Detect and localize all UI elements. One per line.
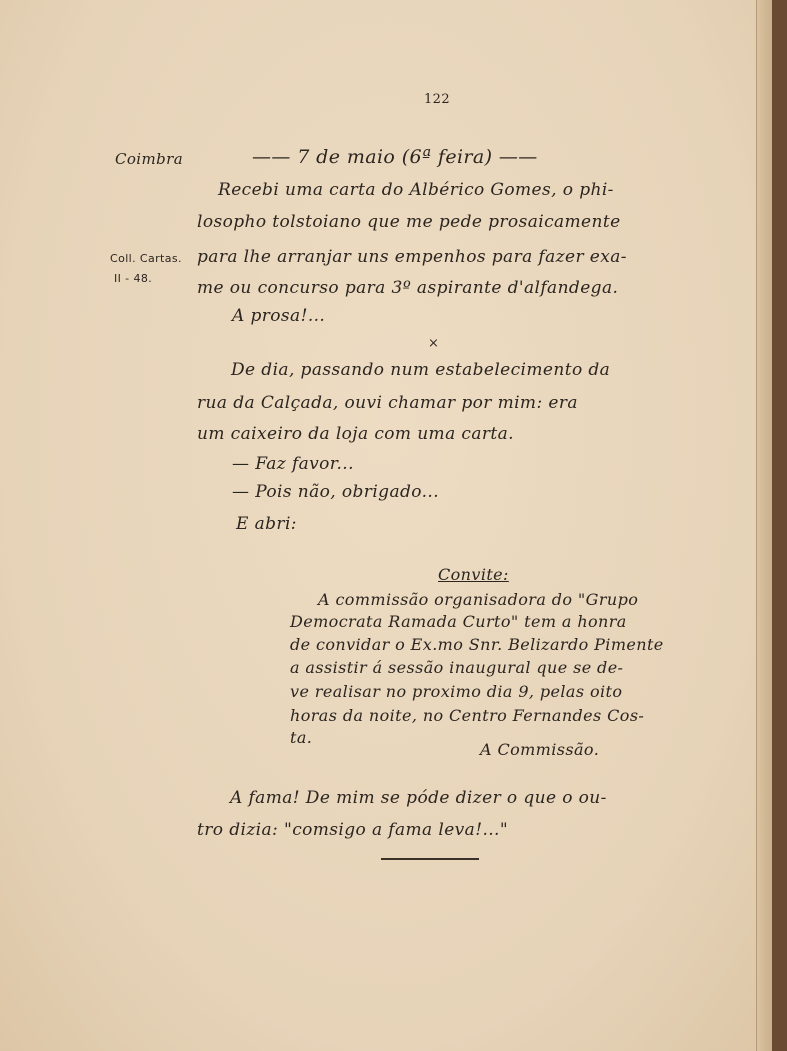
invitation-line: de convidar o Ex.mo Snr. Belizardo Pimente — [290, 635, 664, 654]
entry2-line: — Faz favor... — [232, 454, 354, 474]
invitation-line: a assistir á sessão inaugural que se de- — [290, 658, 624, 677]
entry1-line: losopho tolstoiano que me pede prosaicamente — [197, 212, 621, 232]
invitation-signature: A Commissão. — [480, 740, 600, 759]
entry2-line: — Pois não, obrigado... — [232, 482, 440, 502]
entry2-line: De dia, passando num estabelecimento da — [231, 360, 611, 380]
place-heading: Coimbra — [115, 150, 184, 168]
entry1-line: para lhe arranjar uns empenhos para fazer exa- — [197, 247, 627, 267]
page-number: 122 — [424, 92, 451, 107]
entry1-line: me ou concurso para 3º aspirante d'alfandega. — [197, 278, 619, 298]
invitation-line: A commissão organisadora do "Grupo — [318, 590, 639, 609]
closing-line: tro dizia: "comsigo a fama leva!..." — [197, 820, 509, 840]
entry1-line: Recebi uma carta do Albérico Gomes, o phi- — [218, 180, 614, 200]
entry1-line: A prosa!... — [232, 306, 326, 326]
date-heading: —— 7 de maio (6ª feira) —— — [252, 146, 538, 168]
invitation-line: ta. — [290, 728, 313, 747]
invitation-line: Democrata Ramada Curto" tem a honra — [290, 612, 627, 631]
entry2-line: rua da Calçada, ouvi chamar por mim: era — [197, 393, 578, 413]
page-edge — [756, 0, 773, 1051]
entry2-line: E abri: — [236, 514, 297, 534]
binding-background — [772, 0, 787, 1051]
section-separator: × — [428, 336, 440, 351]
invitation-line: horas da noite, no Centro Fernandes Cos- — [290, 706, 645, 725]
closing-rule — [381, 858, 479, 860]
invitation-title: Convite: — [438, 565, 509, 584]
closing-line: A fama! De mim se póde dizer o que o ou- — [230, 788, 607, 808]
invitation-line: ve realisar no proximo dia 9, pelas oito — [290, 682, 623, 701]
entry2-line: um caixeiro da loja com uma carta. — [197, 424, 514, 444]
margin-note: Coll. Cartas. — [110, 252, 182, 265]
margin-note: II - 48. — [114, 272, 153, 285]
